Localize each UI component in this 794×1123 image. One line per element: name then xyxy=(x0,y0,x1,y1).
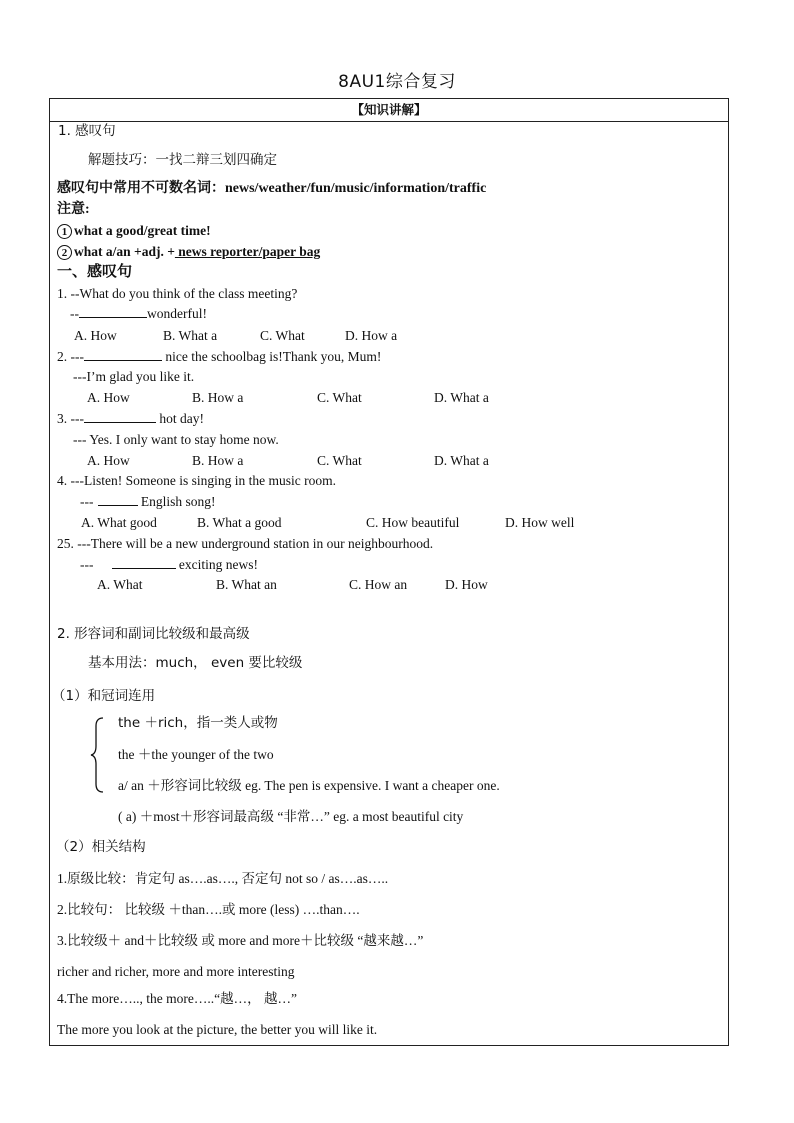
note-2 xyxy=(57,243,320,261)
structure-3-example: richer and richer, more and more interesting xyxy=(57,964,295,979)
q25-option-b: B. What an xyxy=(216,577,277,592)
question-3-reply: --- Yes. I only want to stay home now. xyxy=(73,432,279,447)
question-2-reply: ---I’m glad you like it. xyxy=(73,369,195,384)
q25-option-a: A. What xyxy=(97,577,143,592)
solving-tip: 解题技巧：一找二辩三划四确定 xyxy=(88,152,277,168)
q25-option-c: C. How an xyxy=(349,577,408,592)
answer-blank xyxy=(84,410,156,423)
question-2 xyxy=(57,348,381,366)
q3-option-b: B. How a xyxy=(192,453,244,468)
q3-option-a: A. How xyxy=(87,453,130,468)
structure-4: 4.The more….., the more…..“越…， 越…” xyxy=(57,991,297,1006)
uncountable-nouns: 感叹句中常用不可数名词：news/weather/fun/music/information/traffic xyxy=(57,181,487,196)
q2-option-d: D. What a xyxy=(434,390,489,405)
article-rule-3: a/ an ＋形容词比较级 eg. The pen is expensive. I want a cheaper one. xyxy=(118,778,500,793)
answer-blank xyxy=(79,305,147,318)
q1-option-d: D. How a xyxy=(345,328,398,343)
subsection-1: （1）和冠词连用 xyxy=(52,688,156,704)
question-3-number: 3. --- xyxy=(57,411,84,426)
note-2-underlined: news reporter/paper bag xyxy=(174,244,321,259)
exercise-heading: 一、感叹句 xyxy=(57,262,133,280)
curly-brace-icon xyxy=(88,716,108,794)
q1-option-b: B. What a xyxy=(163,328,218,343)
note-label: 注意: xyxy=(57,202,90,217)
dash: --- xyxy=(80,494,94,509)
structure-1: 1.原级比较：肯定句 as….as…., 否定句 not so / as….as….. xyxy=(57,871,389,886)
q4-option-d: D. How well xyxy=(505,515,575,530)
section-header: 【知识讲解】 xyxy=(50,99,728,122)
section1-heading: 1. 感叹句 xyxy=(58,123,116,139)
article-rule-4: ( a) ＋most＋形容词最高级 “非常…” eg. a most beautiful city xyxy=(118,809,464,824)
question-3 xyxy=(57,410,204,428)
note-1 xyxy=(57,222,211,240)
structure-4-example: The more you look at the picture, the better you will like it. xyxy=(57,1022,378,1037)
question-1-tail: wonderful! xyxy=(147,306,207,321)
answer-blank xyxy=(98,493,138,506)
q3-option-c: C. What xyxy=(317,453,362,468)
question-2-tail: nice the schoolbag is!Thank you, Mum! xyxy=(162,349,382,364)
structure-3: 3.比较级＋ and＋比较级 或 more and more＋比较级 “越来越…” xyxy=(57,933,424,948)
subsection-2: （2）相关结构 xyxy=(56,839,146,855)
article-rule-2: the ＋the younger of the two xyxy=(118,747,274,762)
note-1-text: what a good/great time! xyxy=(74,223,211,238)
q1-option-c: C. What xyxy=(260,328,305,343)
question-2-number: 2. --- xyxy=(57,349,84,364)
question-25: 25. ---There will be a new underground station in our neighbourhood. xyxy=(57,536,434,551)
circled-number-1: 1 xyxy=(57,224,72,239)
dash: --- xyxy=(80,557,94,572)
q4-option-a: A. What good xyxy=(81,515,157,530)
answer-blank xyxy=(112,556,176,569)
question-4: 4. ---Listen! Someone is singing in the music room. xyxy=(57,473,336,488)
q4-option-c: C. How beautiful xyxy=(366,515,460,530)
document-title: 8AU1综合复习 xyxy=(338,72,456,92)
answer-blank xyxy=(84,348,162,361)
q1-option-a: A. How xyxy=(74,328,117,343)
question-1: 1. --What do you think of the class meeting? xyxy=(57,286,298,301)
question-25-answer-line xyxy=(80,556,258,574)
section2-heading: 2. 形容词和副词比较级和最高级 xyxy=(57,626,250,642)
question-4-tail: English song! xyxy=(137,494,216,509)
q2-option-a: A. How xyxy=(87,390,130,405)
q4-option-b: B. What a good xyxy=(197,515,282,530)
basic-usage: 基本用法：much， even 要比较级 xyxy=(88,655,303,671)
q2-option-b: B. How a xyxy=(192,390,244,405)
article-rule-1: the ＋rich，指一类人或物 xyxy=(118,715,278,731)
note-2-text: what a/an +adj. + xyxy=(74,244,175,259)
question-1-answer-line xyxy=(70,305,207,323)
structure-2: 2.比较句： 比较级 ＋than….或 more (less) ….than…. xyxy=(57,902,360,917)
q3-option-d: D. What a xyxy=(434,453,489,468)
question-25-tail: exciting news! xyxy=(175,557,258,572)
dash: -- xyxy=(70,306,79,321)
q25-option-d: D. How xyxy=(445,577,488,592)
q2-option-c: C. What xyxy=(317,390,362,405)
circled-number-2: 2 xyxy=(57,245,72,260)
question-4-answer-line xyxy=(80,493,216,511)
question-3-tail: hot day! xyxy=(156,411,204,426)
